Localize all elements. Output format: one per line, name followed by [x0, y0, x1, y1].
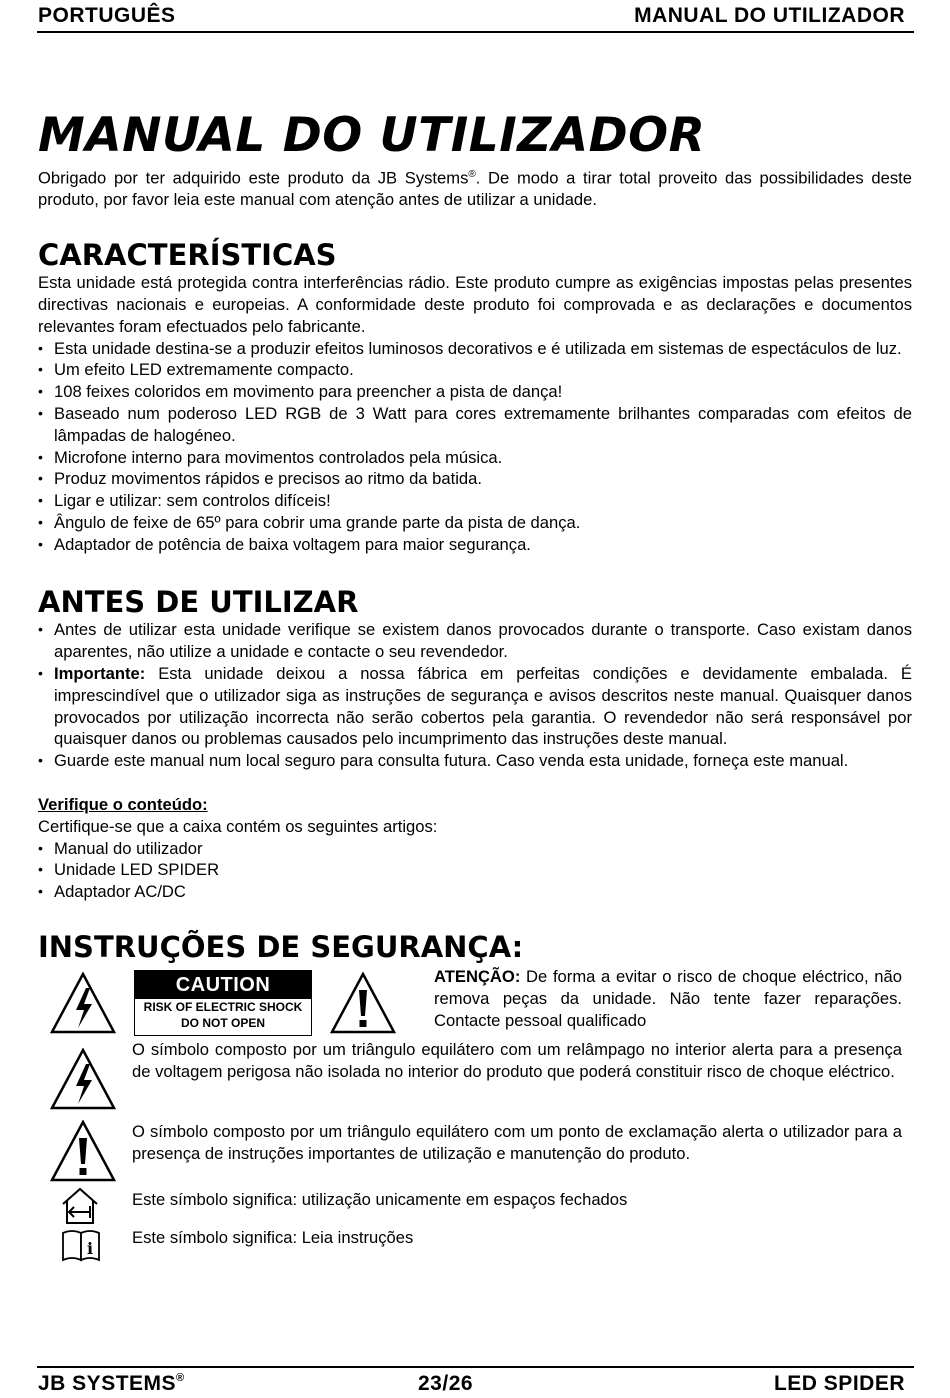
list-item: • Ângulo de feixe de 65º para cobrir uma grande parte da pista de dança.	[38, 512, 912, 534]
list-item: • Um efeito LED extremamente compacto.	[38, 359, 912, 381]
before-use-heading: ANTES DE UTILIZAR	[38, 585, 359, 620]
list-item: • Guarde este manual num local seguro para consulta futura. Caso venda esta unidade, forneça este manual.	[38, 750, 912, 772]
caution-line-2: DO NOT OPEN	[180, 1016, 265, 1031]
indoor-description: Este símbolo significa: utilização unicamente em espaços fechados	[132, 1190, 628, 1210]
header-title: MANUAL DO UTILIZADOR	[634, 4, 905, 27]
attention-text: De forma a evitar o risco de choque eléctrico, não remova peças da unidade. Não tente fazer reparações. Contacte pessoal qualificado	[434, 967, 902, 1030]
list-item: • Antes de utilizar esta unidade verifique se existem danos provocados durante o transporte. Caso existam danos aparentes, não utilize a unidade e contacte o seu revendedor.	[38, 619, 912, 663]
list-item: • Adaptador de potência de baixa voltagem para maior segurança.	[38, 534, 912, 556]
svg-text:i: i	[86, 1239, 94, 1259]
read-description: Este símbolo significa: Leia instruções	[132, 1228, 414, 1248]
page-content	[38, 108, 912, 1294]
list-item: • Manual do utilizador	[38, 838, 912, 860]
intro-paragraph	[38, 164, 912, 211]
attention-paragraph	[434, 966, 902, 1031]
attention-label: ATENÇÃO:	[434, 967, 521, 987]
intro-text-start: Obrigado por ter adquirido este produto da JB Systems	[38, 168, 469, 188]
important-label: Importante:	[54, 664, 146, 684]
caution-label	[134, 970, 312, 1036]
list-item: • Ligar e utilizar: sem controlos difíceis!	[38, 490, 912, 512]
footer-product: LED SPIDER	[773, 1372, 905, 1395]
indoor-use-icon	[60, 1186, 100, 1226]
page-header	[37, 2, 914, 33]
contents-list	[38, 838, 912, 903]
registered-mark: ®	[468, 169, 476, 180]
list-item: • Adaptador AC/DC	[38, 881, 912, 903]
features-list	[38, 338, 912, 556]
page-number: 23/26	[418, 1372, 474, 1395]
list-item: • Produz movimentos rápidos e precisos ao ritmo da batida.	[38, 468, 912, 490]
contents-text: Certifique-se que a caixa contém os seguintes artigos:	[38, 816, 438, 836]
list-item: • Unidade LED SPIDER	[38, 859, 912, 881]
safety-heading: INSTRUÇÕES DE SEGURANÇA:	[38, 930, 524, 965]
lightning-description: O símbolo composto por um triângulo equilátero com um relâmpago no interior alerta para a presença de voltagem perigosa não isolada no interior do produto que poderá constituir risco de choque eléctrico.	[132, 1040, 902, 1081]
features-heading: CARACTERÍSTICAS	[38, 238, 337, 273]
lightning-warning-icon	[50, 972, 116, 1034]
footer-brand-name: JB SYSTEMS	[38, 1372, 177, 1395]
list-item: • Esta unidade destina-se a produzir efeitos luminosos decorativos e é utilizada em sistemas de espectáculos de luz.	[38, 338, 912, 360]
exclamation-symbol-icon	[50, 1120, 116, 1182]
important-text: Esta unidade deixou a nossa fábrica em perfeitas condições e devidamente embalada. É imprescindível que o utilizador siga as instruções de segurança e avisos descritos neste manual. Quaisquer danos provocados por utilização incorrecta não serão cobertos pela garantia. O revendedor não será responsável por quaisquer danos ou problemas causados pelo incumprimento das instruções deste manual.	[54, 664, 912, 749]
list-item: • Baseado num poderoso LED RGB de 3 Watt para cores extremamente brilhantes comparadas com efeitos de lâmpadas de halogéneo.	[38, 403, 912, 447]
features-paragraph: Esta unidade está protegida contra interferências rádio. Este produto cumpre as exigências impostas pelas presentes directivas nacionais e europeias. A conformidade deste produto foi comprovada e as declarações e documentos relevantes foram efectuados pelo fabricante.	[38, 273, 912, 336]
header-language: PORTUGUÊS	[38, 4, 176, 27]
list-item: • 108 feixes coloridos em movimento para preencher a pista de dança!	[38, 381, 912, 403]
lightning-symbol-icon	[50, 1048, 116, 1110]
before-use-list	[38, 619, 912, 772]
footer-brand	[38, 1372, 185, 1396]
footer-registered-mark: ®	[176, 1372, 185, 1384]
page-footer	[37, 1366, 914, 1398]
contents-heading: Verifique o conteúdo:	[38, 795, 208, 815]
intro-text-end: . De modo a tirar total proveito das possibilidades deste produto, por favor leia este manual com atenção antes de utilizar a unidade.	[38, 168, 912, 210]
caution-title: CAUTION	[135, 971, 311, 999]
caution-line-1: RISK OF ELECTRIC SHOCK	[143, 1000, 303, 1015]
read-instructions-icon	[60, 1228, 102, 1262]
page-title: MANUAL DO UTILIZADOR	[38, 108, 706, 163]
list-item	[38, 663, 912, 750]
list-item: • Microfone interno para movimentos controlados pela música.	[38, 447, 912, 469]
exclamation-warning-icon	[330, 972, 396, 1034]
exclamation-description: O símbolo composto por um triângulo equilátero com um ponto de exclamação alerta o utilizador para a presença de instruções importantes de utilização e manutenção do produto.	[132, 1122, 902, 1163]
safety-section	[38, 964, 912, 1294]
